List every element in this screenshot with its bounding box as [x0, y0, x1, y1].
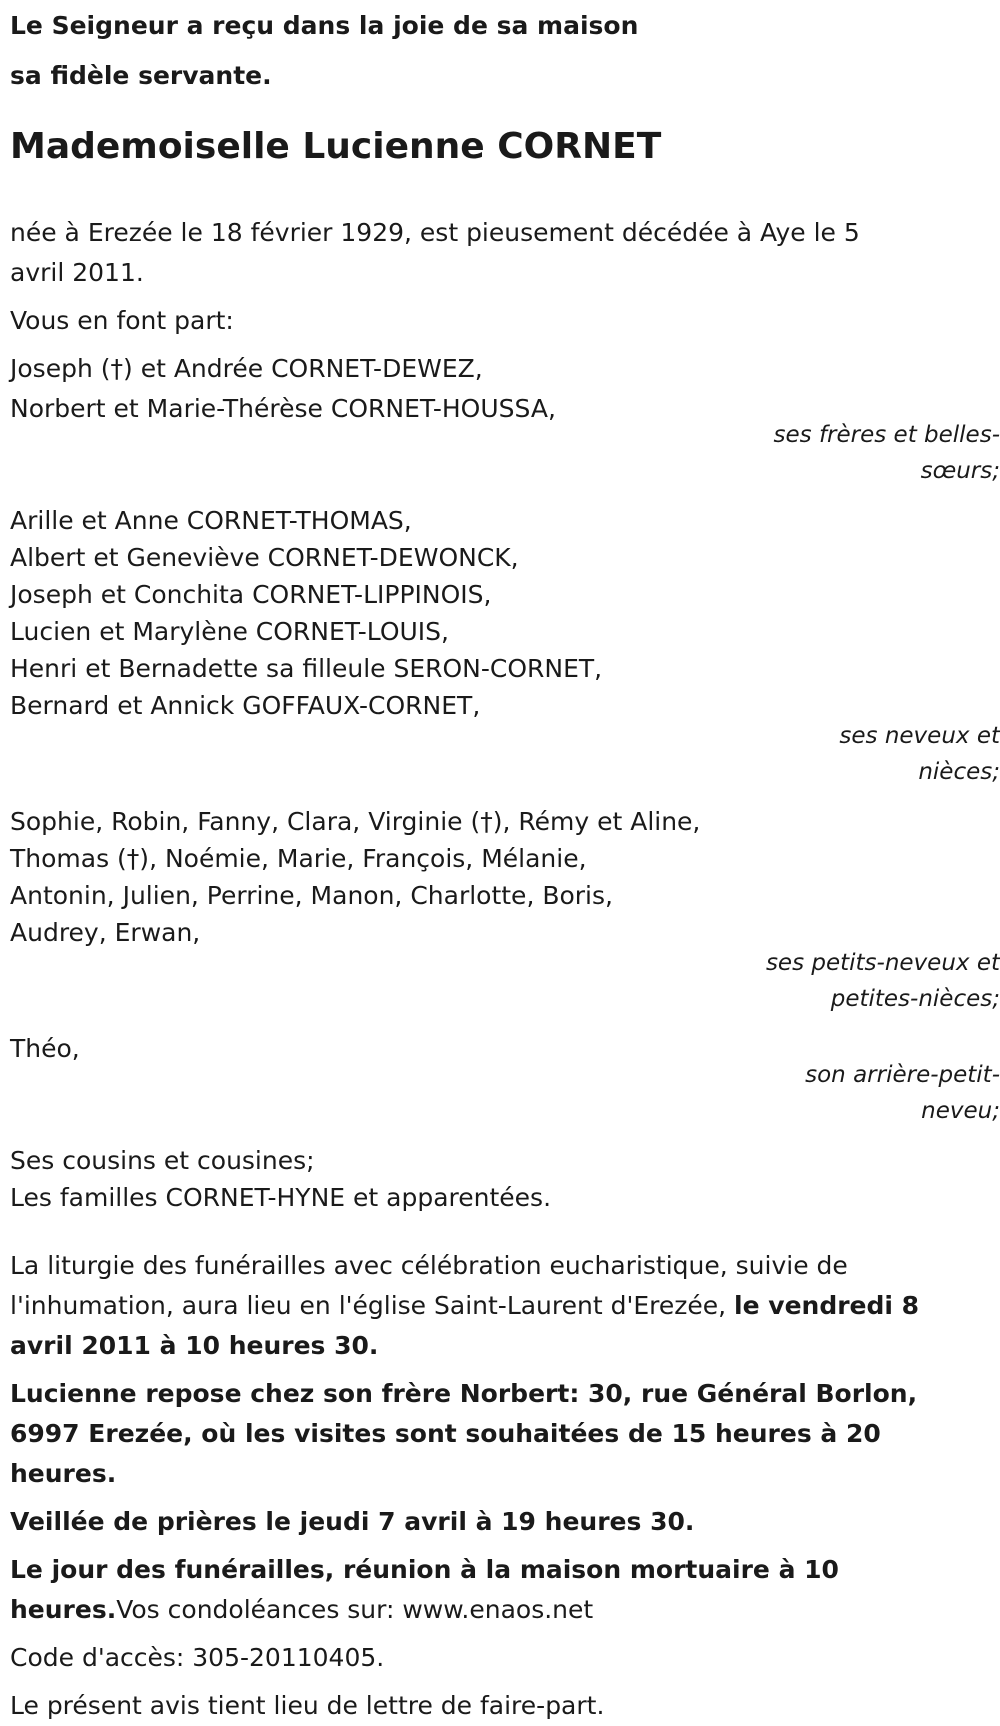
list-item: Lucien et Marylène CORNET-LOUIS,	[10, 617, 449, 646]
birth-death-text: née à Erezée le 18 février 1929, est pieusement décédée à Aye le 5 avril 2011.	[10, 218, 860, 287]
relation-grandnephews	[10, 943, 1000, 1019]
meeting-paragraph	[10, 1550, 990, 1630]
list-item: Joseph et Conchita CORNET-LIPPINOIS,	[10, 580, 492, 609]
relation-line: sœurs;	[920, 458, 1000, 484]
list-item: Norbert et Marie-Thérèse CORNET-HOUSSA,	[10, 394, 556, 423]
list-item: Sophie, Robin, Fanny, Clara, Virginie (†), Rémy et Aline,	[10, 807, 701, 836]
family-group-nephews	[10, 501, 990, 726]
list-item: Albert et Geneviève CORNET-DEWONCK,	[10, 543, 519, 572]
relation-line: petites-nièces;	[830, 986, 1000, 1012]
other-relatives	[10, 1141, 990, 1218]
liturgy-paragraph	[10, 1246, 970, 1366]
intro-line-2: sa fidèle servante.	[10, 61, 272, 90]
deceased-name: Mademoiselle Lucienne CORNET	[10, 126, 662, 167]
list-item: Théo,	[10, 1034, 80, 1063]
vigil-text: Veillée de prières le jeudi 7 avril à 19 heures 30.	[10, 1507, 695, 1536]
list-item: Les familles CORNET-HYNE et apparentées.	[10, 1183, 552, 1212]
access-code: Code d'accès: 305-20110405.	[10, 1643, 385, 1672]
list-item: Joseph (†) et Andrée CORNET-DEWEZ,	[10, 354, 483, 383]
liturgy-date: le vendredi 8 avril 2011 à 10 heures 30.	[10, 1291, 920, 1360]
relation-line: ses frères et belles-	[773, 422, 1000, 448]
relation-line: neveu;	[921, 1098, 1000, 1124]
announce-text: Vous en font part:	[10, 306, 234, 335]
repose-paragraph	[10, 1374, 970, 1494]
intro	[10, 0, 990, 101]
relation-line: ses neveux et	[839, 723, 1000, 749]
meeting-text: Le jour des funérailles, réunion à la maison mortuaire à 10 heures.	[10, 1555, 839, 1624]
condolences-text: Vos condoléances sur: www.enaos.net	[116, 1595, 594, 1624]
list-item: Arille et Anne CORNET-THOMAS,	[10, 506, 412, 535]
list-item: Thomas (†), Noémie, Marie, François, Mélanie,	[10, 844, 587, 873]
repose-text: Lucienne repose chez son frère Norbert: 30, rue Général Borlon, 6997 Erezée, où les visites sont souhaitées de 15 heures à 20 heures.	[10, 1379, 918, 1488]
relation-nephews	[10, 716, 1000, 792]
relation-line: nièces;	[918, 759, 1000, 785]
liturgy-text: La liturgie des funérailles avec célébration eucharistique, suivie de l'inhumation, aura lieu en l'église Saint-Laurent d'Erezée,	[10, 1251, 848, 1320]
footer-note: Le présent avis tient lieu de lettre de faire-part.	[10, 1691, 605, 1720]
list-item: Audrey, Erwan,	[10, 918, 201, 947]
relation-great-grandnephew	[10, 1055, 1000, 1131]
relation-line: son arrière-petit-	[805, 1062, 1000, 1088]
list-item: Bernard et Annick GOFFAUX-CORNET,	[10, 691, 481, 720]
intro-line-1: Le Seigneur a reçu dans la joie de sa maison	[10, 11, 639, 40]
family-group-grandnephews	[10, 802, 990, 953]
list-item: Antonin, Julien, Perrine, Manon, Charlotte, Boris,	[10, 881, 613, 910]
vigil-paragraph	[10, 1502, 990, 1542]
list-item: Ses cousins et cousines;	[10, 1146, 315, 1175]
list-item: Henri et Bernadette sa filleule SERON-CORNET,	[10, 654, 603, 683]
relation-line: ses petits-neveux et	[765, 950, 1000, 976]
